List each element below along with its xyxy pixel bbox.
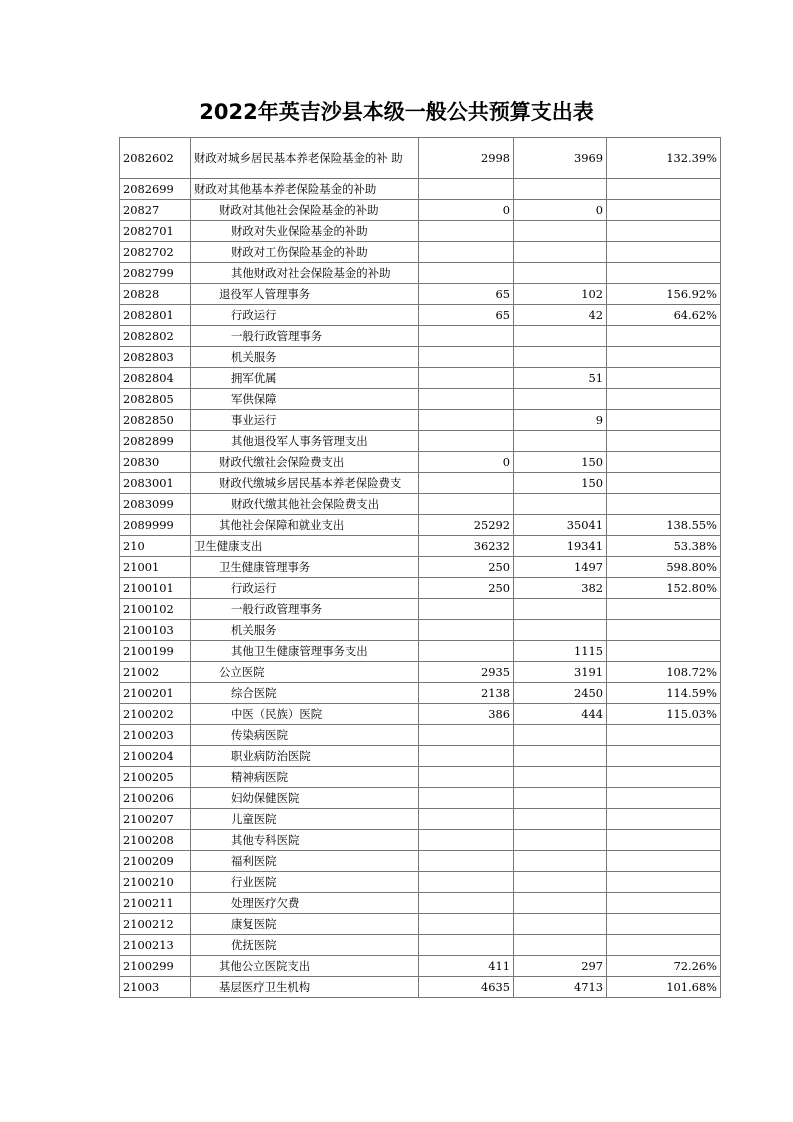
row-percent: 108.72% bbox=[607, 662, 721, 683]
table-row bbox=[120, 977, 721, 998]
row-budget-2021 bbox=[419, 935, 514, 956]
row-budget-2022: 9 bbox=[514, 410, 607, 431]
table-row bbox=[120, 809, 721, 830]
table-row bbox=[120, 431, 721, 452]
table-row bbox=[120, 305, 721, 326]
row-code: 2082699 bbox=[120, 179, 191, 200]
row-percent bbox=[607, 914, 721, 935]
row-name: 财政对城乡居民基本养老保险基金的补 助 bbox=[191, 138, 419, 179]
table-row bbox=[120, 830, 721, 851]
table-row bbox=[120, 662, 721, 683]
table-row bbox=[120, 389, 721, 410]
row-code: 21003 bbox=[120, 977, 191, 998]
row-code: 2100210 bbox=[120, 872, 191, 893]
table-row bbox=[120, 536, 721, 557]
row-name: 机关服务 bbox=[191, 620, 419, 641]
row-percent bbox=[607, 200, 721, 221]
row-budget-2022 bbox=[514, 599, 607, 620]
row-budget-2021: 0 bbox=[419, 200, 514, 221]
row-name: 拥军优属 bbox=[191, 368, 419, 389]
row-code: 2082702 bbox=[120, 242, 191, 263]
row-code: 2100199 bbox=[120, 641, 191, 662]
row-percent bbox=[607, 389, 721, 410]
row-code: 2100201 bbox=[120, 683, 191, 704]
row-percent bbox=[607, 431, 721, 452]
row-budget-2022 bbox=[514, 725, 607, 746]
table-row bbox=[120, 515, 721, 536]
row-budget-2022 bbox=[514, 347, 607, 368]
table-row bbox=[120, 138, 721, 179]
row-name: 儿童医院 bbox=[191, 809, 419, 830]
row-budget-2022 bbox=[514, 872, 607, 893]
table-row bbox=[120, 620, 721, 641]
row-code: 2082803 bbox=[120, 347, 191, 368]
table-row bbox=[120, 221, 721, 242]
row-budget-2022: 1115 bbox=[514, 641, 607, 662]
table-row bbox=[120, 641, 721, 662]
row-budget-2022: 3969 bbox=[514, 138, 607, 179]
row-budget-2021: 250 bbox=[419, 557, 514, 578]
row-budget-2021 bbox=[419, 347, 514, 368]
table-row bbox=[120, 263, 721, 284]
row-name: 机关服务 bbox=[191, 347, 419, 368]
row-name: 其他专科医院 bbox=[191, 830, 419, 851]
row-percent bbox=[607, 347, 721, 368]
row-code: 2100101 bbox=[120, 578, 191, 599]
row-name: 公立医院 bbox=[191, 662, 419, 683]
row-budget-2021: 65 bbox=[419, 305, 514, 326]
row-code: 2100299 bbox=[120, 956, 191, 977]
table-row bbox=[120, 452, 721, 473]
row-budget-2022: 1497 bbox=[514, 557, 607, 578]
row-code: 2100202 bbox=[120, 704, 191, 725]
row-code: 2100213 bbox=[120, 935, 191, 956]
table-row bbox=[120, 788, 721, 809]
row-percent: 72.26% bbox=[607, 956, 721, 977]
row-name: 财政对工伤保险基金的补助 bbox=[191, 242, 419, 263]
row-code: 21001 bbox=[120, 557, 191, 578]
row-budget-2021 bbox=[419, 326, 514, 347]
row-code: 20830 bbox=[120, 452, 191, 473]
row-percent: 64.62% bbox=[607, 305, 721, 326]
table-row bbox=[120, 179, 721, 200]
row-code: 2089999 bbox=[120, 515, 191, 536]
row-budget-2022: 35041 bbox=[514, 515, 607, 536]
row-name: 行政运行 bbox=[191, 578, 419, 599]
row-budget-2022 bbox=[514, 431, 607, 452]
table-row bbox=[120, 956, 721, 977]
row-budget-2021: 36232 bbox=[419, 536, 514, 557]
row-budget-2022 bbox=[514, 179, 607, 200]
row-percent bbox=[607, 326, 721, 347]
row-budget-2021 bbox=[419, 473, 514, 494]
table-row bbox=[120, 599, 721, 620]
row-code: 210 bbox=[120, 536, 191, 557]
row-percent: 152.80% bbox=[607, 578, 721, 599]
row-name: 卫生健康支出 bbox=[191, 536, 419, 557]
row-budget-2021 bbox=[419, 599, 514, 620]
row-budget-2022: 3191 bbox=[514, 662, 607, 683]
table-row bbox=[120, 767, 721, 788]
row-name: 一般行政管理事务 bbox=[191, 326, 419, 347]
row-budget-2021 bbox=[419, 620, 514, 641]
row-name: 处理医疗欠费 bbox=[191, 893, 419, 914]
row-percent: 101.68% bbox=[607, 977, 721, 998]
table-row bbox=[120, 473, 721, 494]
row-budget-2022 bbox=[514, 389, 607, 410]
row-budget-2021: 0 bbox=[419, 452, 514, 473]
row-code: 2100204 bbox=[120, 746, 191, 767]
row-code: 2082799 bbox=[120, 263, 191, 284]
row-budget-2021: 411 bbox=[419, 956, 514, 977]
row-percent: 115.03% bbox=[607, 704, 721, 725]
row-budget-2022: 4713 bbox=[514, 977, 607, 998]
row-percent bbox=[607, 242, 721, 263]
row-percent: 156.92% bbox=[607, 284, 721, 305]
row-code: 2082602 bbox=[120, 138, 191, 179]
row-budget-2022: 444 bbox=[514, 704, 607, 725]
row-budget-2021 bbox=[419, 389, 514, 410]
row-budget-2022 bbox=[514, 242, 607, 263]
row-budget-2022 bbox=[514, 893, 607, 914]
row-name: 财政代缴其他社会保险费支出 bbox=[191, 494, 419, 515]
row-budget-2021: 65 bbox=[419, 284, 514, 305]
row-name: 行政运行 bbox=[191, 305, 419, 326]
row-code: 2100207 bbox=[120, 809, 191, 830]
row-code: 2100209 bbox=[120, 851, 191, 872]
row-percent bbox=[607, 410, 721, 431]
row-percent bbox=[607, 935, 721, 956]
row-budget-2022 bbox=[514, 263, 607, 284]
row-percent bbox=[607, 725, 721, 746]
row-percent bbox=[607, 872, 721, 893]
row-name: 综合医院 bbox=[191, 683, 419, 704]
row-code: 2083099 bbox=[120, 494, 191, 515]
row-percent bbox=[607, 221, 721, 242]
budget-table-body bbox=[120, 138, 721, 998]
row-percent: 53.38% bbox=[607, 536, 721, 557]
table-row bbox=[120, 893, 721, 914]
row-budget-2021: 4635 bbox=[419, 977, 514, 998]
row-name: 康复医院 bbox=[191, 914, 419, 935]
row-percent bbox=[607, 830, 721, 851]
row-code: 21002 bbox=[120, 662, 191, 683]
row-code: 2100203 bbox=[120, 725, 191, 746]
table-row bbox=[120, 914, 721, 935]
row-percent bbox=[607, 452, 721, 473]
row-budget-2022 bbox=[514, 767, 607, 788]
row-code: 2100103 bbox=[120, 620, 191, 641]
row-budget-2021 bbox=[419, 494, 514, 515]
table-row bbox=[120, 347, 721, 368]
row-budget-2021 bbox=[419, 851, 514, 872]
row-percent bbox=[607, 809, 721, 830]
row-code: 2082850 bbox=[120, 410, 191, 431]
row-code: 2082805 bbox=[120, 389, 191, 410]
row-budget-2022 bbox=[514, 746, 607, 767]
row-percent bbox=[607, 767, 721, 788]
row-code: 2082801 bbox=[120, 305, 191, 326]
row-name: 行业医院 bbox=[191, 872, 419, 893]
row-name: 财政对失业保险基金的补助 bbox=[191, 221, 419, 242]
row-name: 中医（民族）医院 bbox=[191, 704, 419, 725]
row-budget-2021: 2998 bbox=[419, 138, 514, 179]
row-budget-2021 bbox=[419, 746, 514, 767]
row-budget-2022: 382 bbox=[514, 578, 607, 599]
table-row bbox=[120, 746, 721, 767]
row-budget-2021: 2935 bbox=[419, 662, 514, 683]
table-row bbox=[120, 410, 721, 431]
row-name: 退役军人管理事务 bbox=[191, 284, 419, 305]
row-code: 20828 bbox=[120, 284, 191, 305]
row-budget-2022: 42 bbox=[514, 305, 607, 326]
row-budget-2021 bbox=[419, 893, 514, 914]
row-budget-2021: 25292 bbox=[419, 515, 514, 536]
row-percent bbox=[607, 788, 721, 809]
row-budget-2021 bbox=[419, 368, 514, 389]
table-row bbox=[120, 368, 721, 389]
row-percent bbox=[607, 473, 721, 494]
row-budget-2022 bbox=[514, 494, 607, 515]
row-budget-2021 bbox=[419, 179, 514, 200]
row-name: 卫生健康管理事务 bbox=[191, 557, 419, 578]
row-name: 其他财政对社会保险基金的补助 bbox=[191, 263, 419, 284]
row-budget-2022 bbox=[514, 851, 607, 872]
row-percent: 138.55% bbox=[607, 515, 721, 536]
budget-table bbox=[119, 137, 721, 998]
row-name: 其他退役军人事务管理支出 bbox=[191, 431, 419, 452]
row-budget-2022 bbox=[514, 830, 607, 851]
row-percent bbox=[607, 368, 721, 389]
row-budget-2022: 0 bbox=[514, 200, 607, 221]
row-name: 一般行政管理事务 bbox=[191, 599, 419, 620]
table-row bbox=[120, 284, 721, 305]
row-budget-2021 bbox=[419, 242, 514, 263]
row-percent bbox=[607, 746, 721, 767]
row-budget-2021 bbox=[419, 767, 514, 788]
row-budget-2022 bbox=[514, 221, 607, 242]
row-budget-2021 bbox=[419, 221, 514, 242]
row-budget-2022 bbox=[514, 620, 607, 641]
row-budget-2022 bbox=[514, 914, 607, 935]
table-row bbox=[120, 872, 721, 893]
row-budget-2022: 297 bbox=[514, 956, 607, 977]
row-name: 财政对其他基本养老保险基金的补助 bbox=[191, 179, 419, 200]
row-percent bbox=[607, 893, 721, 914]
row-name: 财政对其他社会保险基金的补助 bbox=[191, 200, 419, 221]
row-code: 2100205 bbox=[120, 767, 191, 788]
row-name: 军供保障 bbox=[191, 389, 419, 410]
row-code: 2082802 bbox=[120, 326, 191, 347]
row-percent bbox=[607, 851, 721, 872]
row-code: 2100211 bbox=[120, 893, 191, 914]
row-budget-2021 bbox=[419, 431, 514, 452]
row-name: 其他卫生健康管理事务支出 bbox=[191, 641, 419, 662]
row-budget-2021 bbox=[419, 914, 514, 935]
row-name: 妇幼保健医院 bbox=[191, 788, 419, 809]
row-name: 其他公立医院支出 bbox=[191, 956, 419, 977]
row-budget-2021 bbox=[419, 725, 514, 746]
row-name: 其他社会保障和就业支出 bbox=[191, 515, 419, 536]
page-title: 2022年英吉沙县本级一般公共预算支出表 bbox=[199, 100, 594, 124]
row-name: 传染病医院 bbox=[191, 725, 419, 746]
row-code: 2083001 bbox=[120, 473, 191, 494]
table-row bbox=[120, 704, 721, 725]
row-budget-2021 bbox=[419, 830, 514, 851]
row-budget-2022 bbox=[514, 788, 607, 809]
row-percent bbox=[607, 620, 721, 641]
row-code: 2100212 bbox=[120, 914, 191, 935]
table-row bbox=[120, 326, 721, 347]
row-budget-2022 bbox=[514, 809, 607, 830]
row-name: 优抚医院 bbox=[191, 935, 419, 956]
row-budget-2021 bbox=[419, 263, 514, 284]
row-code: 2100208 bbox=[120, 830, 191, 851]
table-row bbox=[120, 200, 721, 221]
row-budget-2021 bbox=[419, 809, 514, 830]
row-name: 职业病防治医院 bbox=[191, 746, 419, 767]
row-percent: 132.39% bbox=[607, 138, 721, 179]
row-budget-2022: 150 bbox=[514, 452, 607, 473]
table-row bbox=[120, 494, 721, 515]
row-percent: 114.59% bbox=[607, 683, 721, 704]
table-row bbox=[120, 851, 721, 872]
row-budget-2021 bbox=[419, 788, 514, 809]
row-name: 精神病医院 bbox=[191, 767, 419, 788]
table-row bbox=[120, 557, 721, 578]
row-budget-2022: 19341 bbox=[514, 536, 607, 557]
row-percent bbox=[607, 263, 721, 284]
row-percent bbox=[607, 494, 721, 515]
table-row bbox=[120, 725, 721, 746]
row-name: 基层医疗卫生机构 bbox=[191, 977, 419, 998]
row-code: 20827 bbox=[120, 200, 191, 221]
row-name: 财政代缴社会保险费支出 bbox=[191, 452, 419, 473]
row-percent bbox=[607, 599, 721, 620]
row-budget-2021 bbox=[419, 410, 514, 431]
row-budget-2021 bbox=[419, 872, 514, 893]
row-budget-2021: 2138 bbox=[419, 683, 514, 704]
row-budget-2022 bbox=[514, 326, 607, 347]
row-budget-2021: 250 bbox=[419, 578, 514, 599]
row-percent bbox=[607, 179, 721, 200]
row-budget-2022 bbox=[514, 935, 607, 956]
row-name: 财政代缴城乡居民基本养老保险费支 bbox=[191, 473, 419, 494]
row-budget-2021 bbox=[419, 641, 514, 662]
row-budget-2021: 386 bbox=[419, 704, 514, 725]
row-budget-2022: 51 bbox=[514, 368, 607, 389]
row-code: 2082701 bbox=[120, 221, 191, 242]
table-row bbox=[120, 935, 721, 956]
row-name: 事业运行 bbox=[191, 410, 419, 431]
row-code: 2100102 bbox=[120, 599, 191, 620]
row-budget-2022: 150 bbox=[514, 473, 607, 494]
row-code: 2082804 bbox=[120, 368, 191, 389]
row-code: 2082899 bbox=[120, 431, 191, 452]
row-percent bbox=[607, 641, 721, 662]
row-code: 2100206 bbox=[120, 788, 191, 809]
row-name: 福利医院 bbox=[191, 851, 419, 872]
row-percent: 598.80% bbox=[607, 557, 721, 578]
row-budget-2022: 2450 bbox=[514, 683, 607, 704]
table-row bbox=[120, 578, 721, 599]
table-row bbox=[120, 683, 721, 704]
table-row bbox=[120, 242, 721, 263]
row-budget-2022: 102 bbox=[514, 284, 607, 305]
